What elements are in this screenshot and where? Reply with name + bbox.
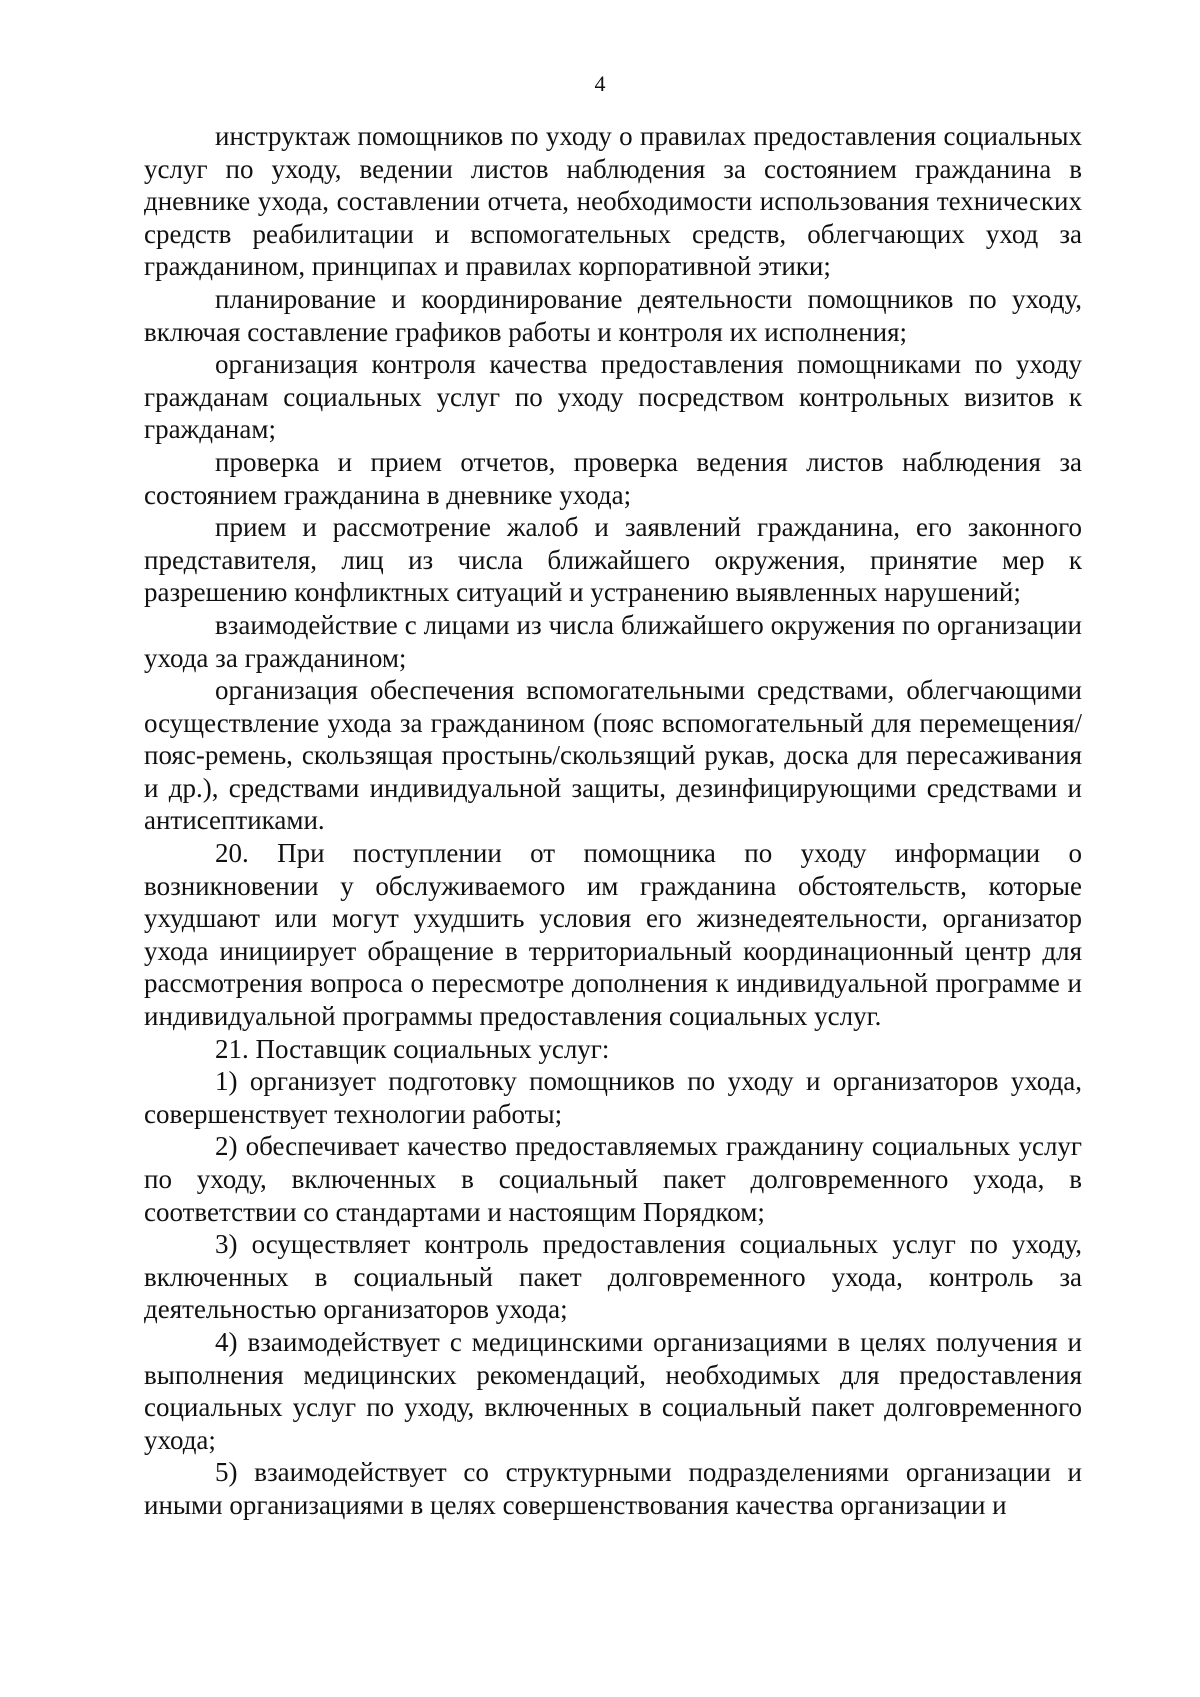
paragraph-clause-21-item-2: 2) обеспечивает качество предоставляемых гражданину социальных услуг по уходу, включенных в социальный пакет долговременного ухода, в соответствии со стандартами и настоящим Порядком; <box>144 1131 1082 1227</box>
paragraph-quality-control: организация контроля качества предоставления помощниками по уходу гражданам социальных услуг по уходу посредством контрольных визитов к гражданам; <box>144 349 1082 445</box>
paragraph-clause-21-item-4: 4) взаимодействует с медицинскими организациями в целях получения и выполнения медицинских рекомендаций, необходимых для предоставления социальных услуг по уходу, включенных в социальный пакет долговременного ухода; <box>144 1326 1082 1455</box>
paragraph-clause-21: 21. Поставщик социальных услуг: <box>215 1033 610 1064</box>
paragraph-clause-21-item-1: 1) организует подготовку помощников по уходу и организаторов ухода, совершенствует технологии работы; <box>144 1066 1082 1129</box>
paragraph-planning: планирование и координирование деятельности помощников по уходу, включая составление графиков работы и контроля их исполнения; <box>144 283 1082 347</box>
paragraph-interaction: взаимодействие с лицами из числа ближайшего окружения по организации ухода за гражданином; <box>144 609 1082 673</box>
page-number: 4 <box>594 71 606 96</box>
paragraph-clause-20: 20. При поступлении от помощника по уходу информации о возникновении у обслуживаемого им гражданина обстоятельств, которые ухудшают или могут ухудшить условия его жизнедеятельности, организатор ухода инициирует обращение в территориальный координационный центр для рассмотрения вопроса о пересмотре дополнения к индивидуальной программе и индивидуальной программы предоставления социальных услуг. <box>144 838 1082 1032</box>
paragraph-report-check: проверка и прием отчетов, проверка ведения листов наблюдения за состоянием гражданина в дневнике ухода; <box>144 446 1082 510</box>
paragraph-aids-provision: организация обеспечения вспомогательными средствами, облегчающими осуществление ухода за гражданином (пояс вспомогательный для перемещения/пояс-ремень, скользящая простынь/скользящий рукав, доска для пересаживания и др.), средствами индивидуальной защиты, дезинфицирующими средствами и антисептиками. <box>144 675 1082 836</box>
document-body <box>144 120 1082 1522</box>
paragraph-briefing: инструктаж помощников по уходу о правилах предоставления социальных услуг по уходу, ведении листов наблюдения за состоянием гражданина в дневнике ухода, составлении отчета, необходимости использования технических средств реабилитации и вспомогательных средств, облегчающих уход за гражданином, принципах и правилах корпоративной этики; <box>144 121 1082 282</box>
paragraph-clause-21-item-3: 3) осуществляет контроль предоставления социальных услуг по уходу, включенных в социальный пакет долговременного ухода, контроль за деятельностью организаторов ухода; <box>144 1229 1082 1325</box>
paragraph-complaints: прием и рассмотрение жалоб и заявлений гражданина, его законного представителя, лиц из числа ближайшего окружения, принятие мер к разрешению конфликтных ситуаций и устранению выявленных нарушений; <box>144 512 1082 608</box>
paragraph-clause-21-item-5: 5) взаимодействует со структурными подразделениями организации и иными организациями в целях совершенствования качества организации и <box>144 1457 1082 1520</box>
